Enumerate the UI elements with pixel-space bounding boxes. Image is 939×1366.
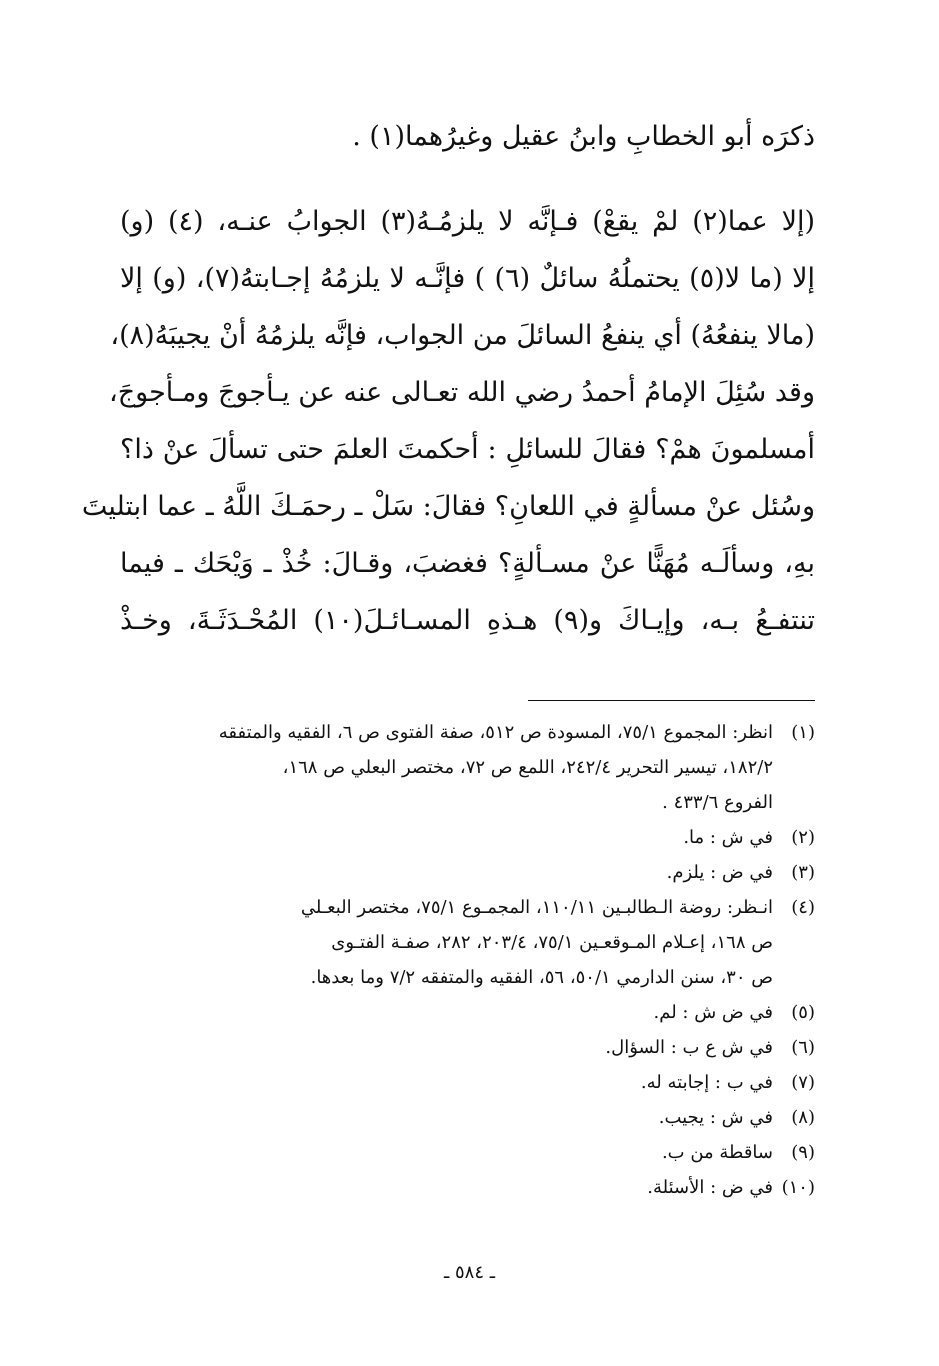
footnote <box>120 1065 815 1100</box>
main-text <box>81 108 816 649</box>
footnote-line: في ب : إجابته له. <box>640 1072 773 1093</box>
footnote <box>120 995 815 1030</box>
footnotes <box>120 715 815 1205</box>
text-line: ذكرَه أبو الخطابِ وابنُ عقيل وغيرُهما(١) . <box>352 121 815 152</box>
footnote-line: انظر: المجموع ٧٥/١، المسودة ص ٥١٢، صفة الفتوى ص ٦، الفقيه والمتفقه <box>218 722 773 743</box>
footnote-number: (١) <box>791 722 815 743</box>
text-line: (إلا عما(٢) لمْ يقعْ) فـإنَّه لا يلزمُـهُ(٣) الجوابُ عنـه، (٤) (و) <box>120 206 816 237</box>
footnote-separator <box>528 700 815 701</box>
footnote-number: (٢) <box>791 827 815 848</box>
footnote-line: ص ٣٠، سنن الدارمي ٥٠/١، ٥٦، الفقيه والمتفقه ٧/٢ وما بعدها. <box>310 967 773 988</box>
footnote-line: انـظر: روضة الـطالبـين ١١٠/١١، المجمـوع ٧٥/١، مختصر البعـلي <box>300 897 773 918</box>
footnote-number: (٤) <box>791 897 815 918</box>
footnote-line: ص ١٦٨، إعـلام المـوقعـين ٧٥/١، ٢٠٣/٤، ٢٨٢، صفـة الفتـوى <box>331 932 773 953</box>
text-line: وقد سُئِلَ الإمامُ أحمدُ رضي الله تعـالى عنه عن يـأجوجَ ومـأجوجَ، <box>109 377 815 408</box>
text-line: إلا (ما لا(٥) يحتملُهُ سائلٌ (٦) ) فإنَّـه لا يلزمُهُ إجـابتهُ(٧)، (و) إلا <box>120 263 815 294</box>
footnote <box>120 715 815 820</box>
footnote-line: في ض ش : لم. <box>653 1002 773 1023</box>
footnote-line: الفروع ٤٣٣/٦ . <box>662 792 773 813</box>
footnote-line: ١٨٢/٢، تيسير التحرير ٢٤٢/٤، اللمع ص ٧٢، مختصر البعلي ص ١٦٨، <box>282 757 773 778</box>
footnote-number: (٩) <box>791 1142 815 1163</box>
footnote-text <box>120 1170 773 1205</box>
footnote-number: (٣) <box>791 862 815 883</box>
footnote-line: في ض : الأسئلة. <box>647 1177 773 1198</box>
footnote-text <box>120 1135 773 1170</box>
text-line: أمسلمونَ همْ؟ فقالَ للسائلِ : أحكمتَ العلمَ حتى تسألَ عنْ ذا؟ <box>120 434 815 465</box>
footnote <box>120 1170 815 1205</box>
footnote <box>120 890 815 995</box>
footnote-number: (٧) <box>791 1072 815 1093</box>
page-number: ـ ٥٨٤ ـ <box>443 1262 495 1283</box>
footnote-text <box>120 715 773 820</box>
footnote-number: (٦) <box>791 1037 815 1058</box>
footnote-line: ساقطة من ب. <box>661 1142 773 1163</box>
footnote <box>120 1135 815 1170</box>
footnote-number: (١٠) <box>781 1177 815 1198</box>
footnote <box>120 855 815 890</box>
footnote-number: (٥) <box>791 1002 815 1023</box>
footnote-line: في ض : يلزم. <box>666 862 773 883</box>
footnote <box>120 820 815 855</box>
paragraph-gap <box>120 165 815 193</box>
footnote-text <box>120 1065 773 1100</box>
footnote-line: في ش : ما. <box>683 827 773 848</box>
footnote-text <box>120 995 773 1030</box>
footnote-number: (٨) <box>791 1107 815 1128</box>
footnote-line: في ش ع ب : السؤال. <box>605 1037 773 1058</box>
footnote-text <box>120 855 773 890</box>
text-line: وسُئل عنْ مسألةٍ في اللعانِ؟ فقالَ: سَلْ ـ رحمَـكَ اللَّهُ ـ عما ابتليتَ <box>81 491 815 522</box>
footnote <box>120 1030 815 1065</box>
footnote <box>120 1100 815 1135</box>
text-line: (مالا ينفعُهُ) أي ينفعُ السائلَ من الجواب، فإنَّه يلزمُهُ أنْ يجيبَهُ(٨)، <box>110 320 815 351</box>
footnote-line: في ش : يجيب. <box>658 1107 773 1128</box>
footnote-text <box>120 890 773 995</box>
footnote-text <box>120 1030 773 1065</box>
text-line: تنتفـعُ بـه، وإيـاكَ و(٩) هـذهِ المسـائـلَ(١٠) المُحْـدَثَـةَ، وخـذْ <box>120 605 815 636</box>
text-line: بهِ، وسألَـه مُهَنًّا عنْ مسـألةٍ؟ فغضبَ، وقـالَ: خُذْ ـ وَيْحَك ـ فيما <box>120 548 815 579</box>
footnote-text <box>120 820 773 855</box>
footnote-text <box>120 1100 773 1135</box>
